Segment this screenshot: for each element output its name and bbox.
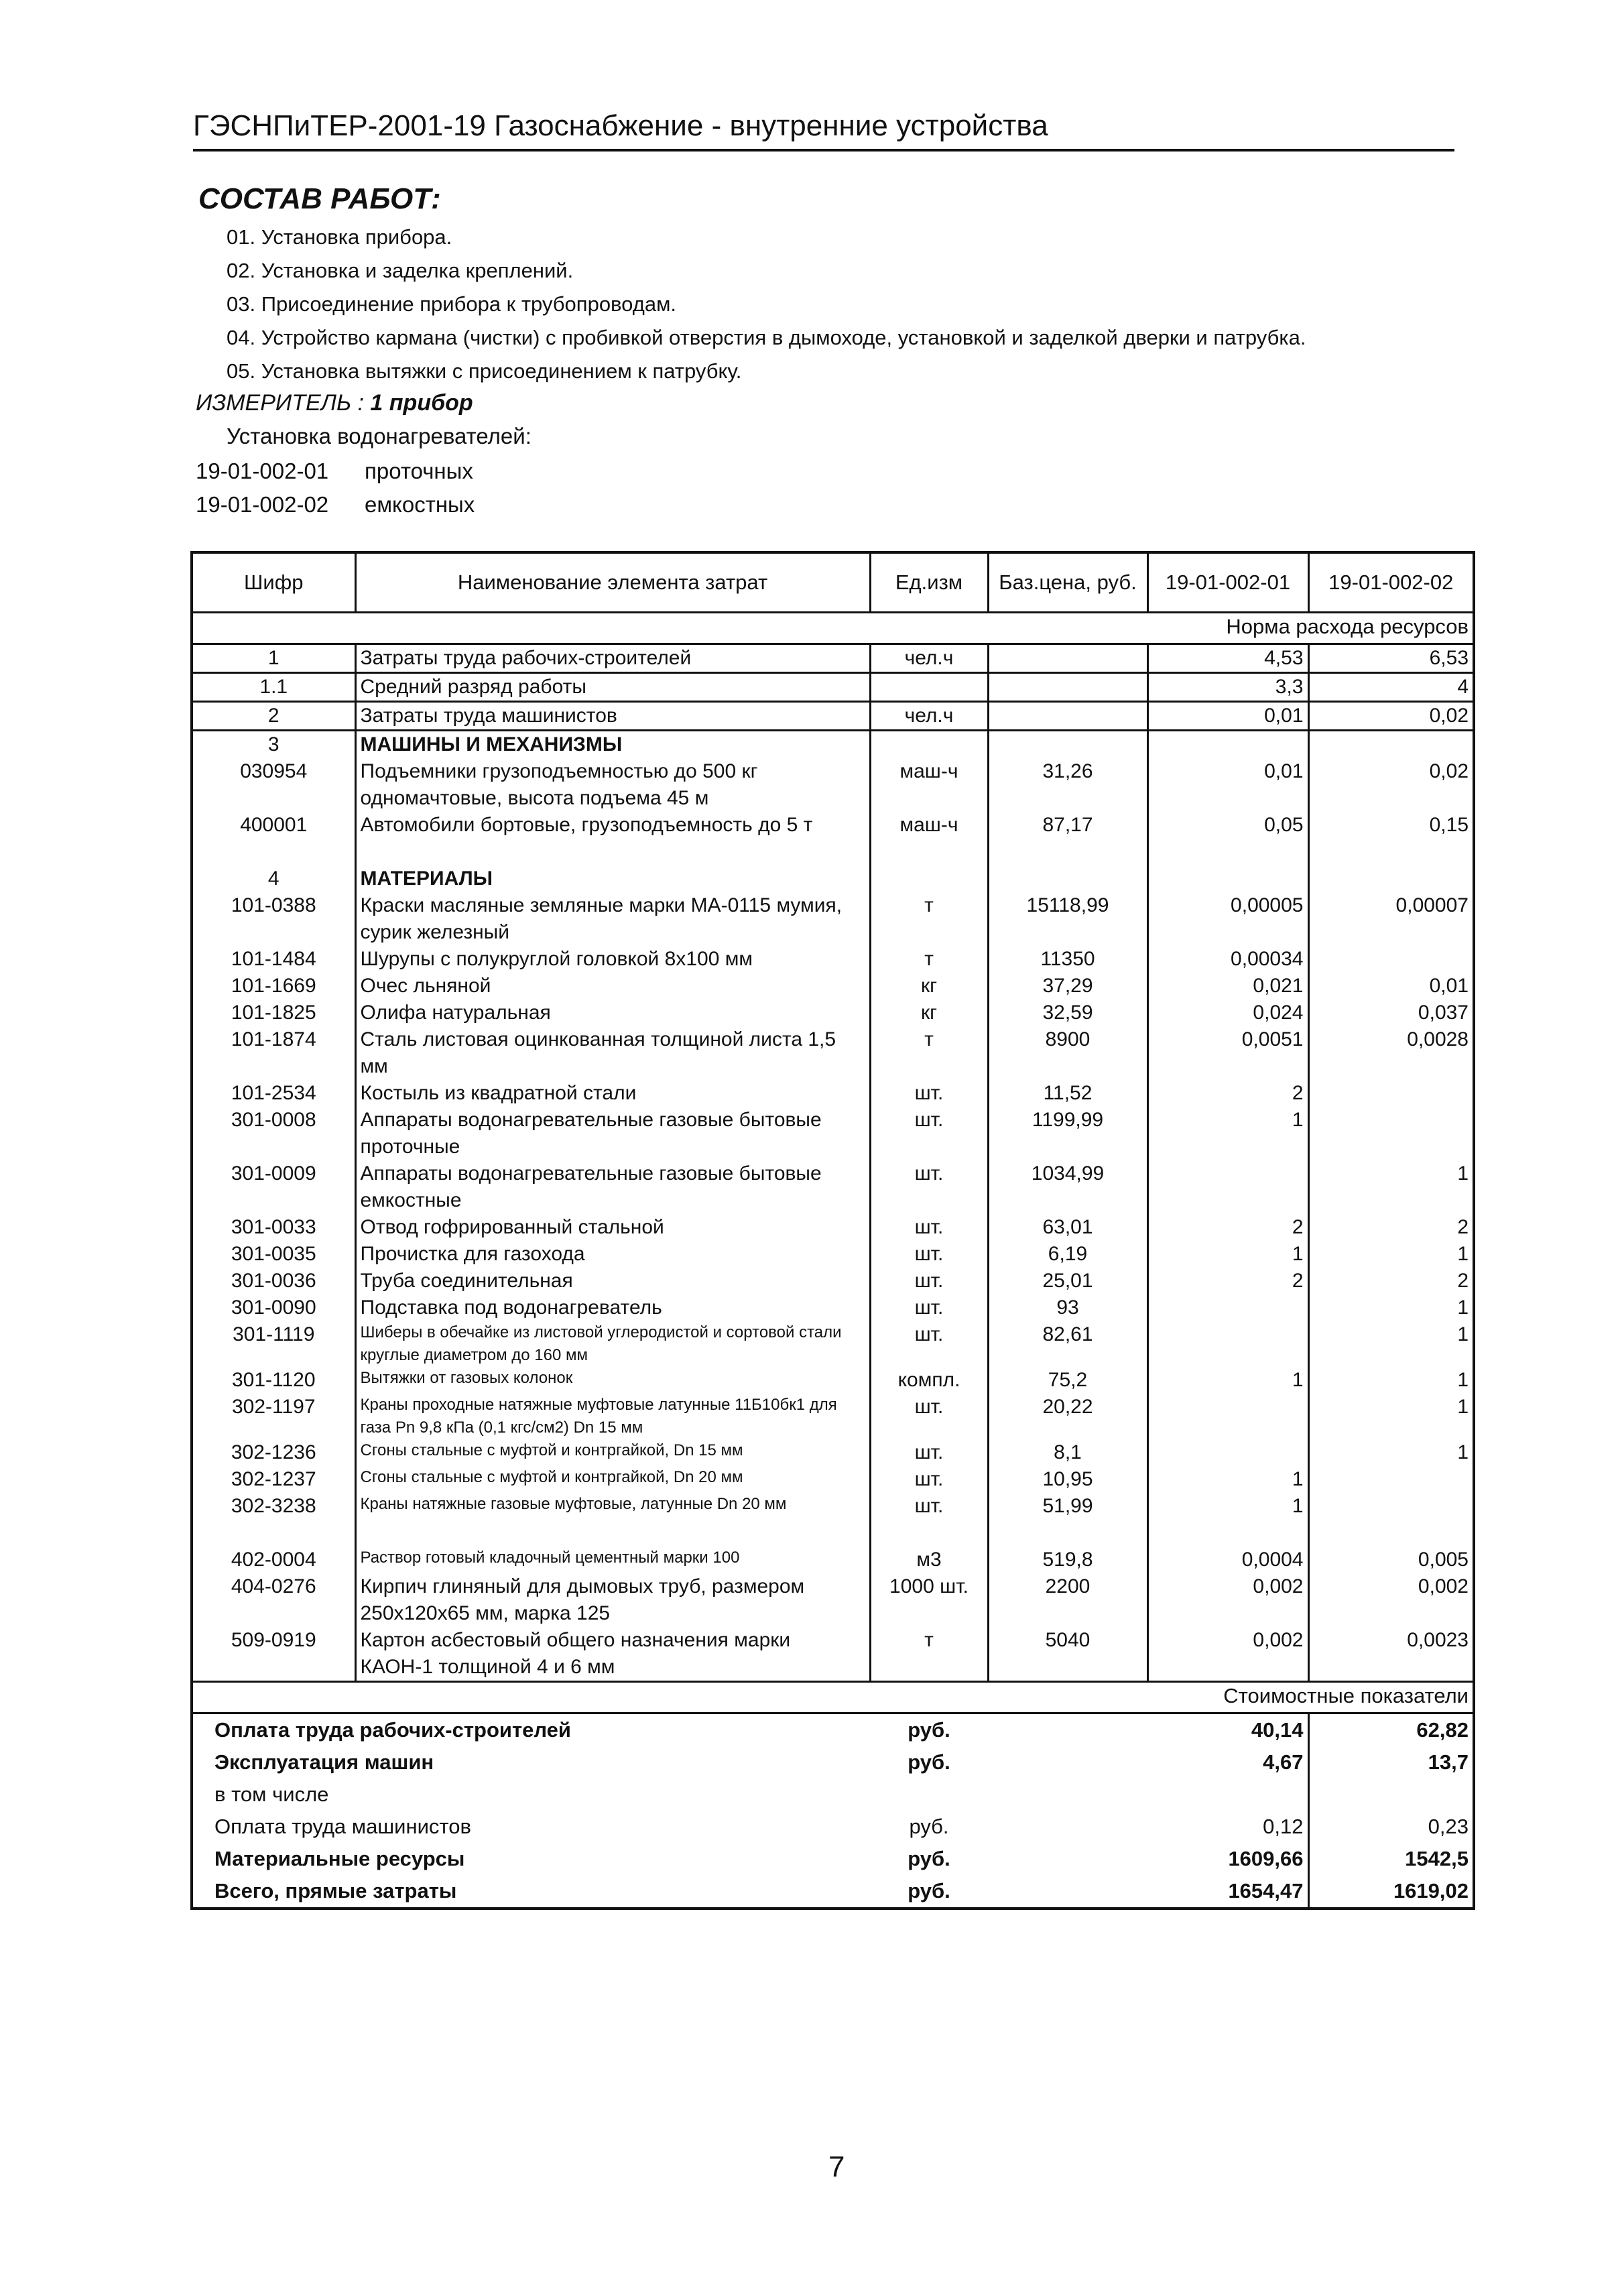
row-code: 4	[192, 865, 355, 892]
row-value-variant-1: 0,021	[1147, 973, 1308, 1000]
spacer-cell	[355, 839, 870, 865]
table-row	[192, 1000, 1474, 1026]
spacer-cell	[1308, 839, 1474, 865]
row-name: МАШИНЫ И МЕХАНИЗМЫ	[355, 731, 870, 759]
total-price	[988, 1875, 1147, 1909]
row-unit: шт.	[870, 1160, 988, 1214]
spacer-cell	[1308, 1520, 1474, 1547]
total-name: Оплата труда машинистов	[214, 1815, 471, 1838]
row-unit: шт.	[870, 1268, 988, 1294]
row-price: 63,01	[988, 1214, 1147, 1241]
variant-code: 19-01-002-01	[196, 459, 329, 483]
row-price	[988, 731, 1147, 759]
row-unit: кг	[870, 973, 988, 1000]
row-value-variant-2: 2	[1308, 1268, 1474, 1294]
row-name: Подъемники грузоподъемностью до 500 кг одномачтовые, высота подъема 45 м	[355, 758, 870, 812]
row-value-variant-1	[1147, 1394, 1308, 1439]
row-name: Краны проходные натяжные муфтовые латунные 11Б10бк1 для газа Pn 9,8 кПа (0,1 кгс/см2) Dn 15 мм	[355, 1394, 870, 1439]
table-row	[192, 731, 1474, 759]
table-row	[192, 946, 1474, 973]
row-code: 2	[192, 702, 355, 731]
row-price	[988, 702, 1147, 731]
row-value-variant-2: 0,002	[1308, 1573, 1474, 1627]
costs-band: Стоимостные показатели	[192, 1682, 1474, 1713]
total-unit: руб.	[908, 1847, 950, 1870]
row-price: 82,61	[988, 1321, 1147, 1367]
work-item: 01. Установка прибора.	[227, 225, 452, 249]
row-name: Аппараты водонагревательные газовые бытовые емкостные	[355, 1160, 870, 1214]
row-code: 101-1484	[192, 946, 355, 973]
total-row	[192, 1811, 1474, 1843]
work-item: 03. Присоединение прибора к трубопроводам.	[227, 292, 676, 316]
row-unit: т	[870, 892, 988, 946]
total-price	[988, 1811, 1147, 1843]
row-code: 301-0090	[192, 1294, 355, 1321]
table-row	[192, 1367, 1474, 1394]
total-value-variant-2: 62,82	[1416, 1718, 1469, 1742]
row-price: 1199,99	[988, 1107, 1147, 1160]
row-value-variant-2: 2	[1308, 1214, 1474, 1241]
row-name: МАТЕРИАЛЫ	[355, 865, 870, 892]
total-name: Эксплуатация машин	[214, 1750, 434, 1774]
spacer-cell	[1147, 839, 1308, 865]
table-row	[192, 1321, 1474, 1367]
total-row	[192, 1875, 1474, 1909]
total-unit: руб.	[908, 1879, 950, 1902]
col-header-unit: Ед.изм	[870, 552, 988, 613]
table-row	[192, 973, 1474, 1000]
row-unit: маш-ч	[870, 758, 988, 812]
row-price: 8900	[988, 1026, 1147, 1080]
table-row	[192, 1160, 1474, 1214]
row-unit	[870, 865, 988, 892]
row-price: 5040	[988, 1627, 1147, 1682]
col-header-variant-2: 19-01-002-02	[1308, 552, 1474, 613]
page-number: 7	[828, 2151, 845, 2183]
row-value-variant-2: 0,15	[1308, 812, 1474, 839]
row-value-variant-1: 2	[1147, 1214, 1308, 1241]
row-value-variant-1	[1147, 1160, 1308, 1214]
row-value-variant-1: 1	[1147, 1107, 1308, 1160]
row-price: 10,95	[988, 1466, 1147, 1493]
row-value-variant-2: 0,037	[1308, 1000, 1474, 1026]
row-price: 93	[988, 1294, 1147, 1321]
row-code: 301-1120	[192, 1367, 355, 1394]
row-value-variant-1: 2	[1147, 1268, 1308, 1294]
table-row	[192, 673, 1474, 702]
row-value-variant-2: 1	[1308, 1321, 1474, 1367]
row-unit: 1000 шт.	[870, 1573, 988, 1627]
spacer-row	[192, 1520, 1474, 1547]
row-name: Кирпич глиняный для дымовых труб, размером 250x120x65 мм, марка 125	[355, 1573, 870, 1627]
spacer-cell	[988, 839, 1147, 865]
table-row	[192, 812, 1474, 839]
total-unit: руб.	[908, 1718, 950, 1742]
table-row	[192, 1627, 1474, 1682]
row-value-variant-1: 0,05	[1147, 812, 1308, 839]
row-value-variant-1	[1147, 1294, 1308, 1321]
total-row	[192, 1746, 1474, 1778]
row-value-variant-2: 4	[1308, 673, 1474, 702]
row-code: 301-0035	[192, 1241, 355, 1268]
row-price: 51,99	[988, 1493, 1147, 1520]
spacer-cell	[355, 1520, 870, 1547]
row-value-variant-1: 0,0051	[1147, 1026, 1308, 1080]
row-value-variant-2: 0,02	[1308, 702, 1474, 731]
row-value-variant-1: 0,00034	[1147, 946, 1308, 973]
row-code: 3	[192, 731, 355, 759]
measure-line	[196, 390, 473, 416]
total-name: Всего, прямые затраты	[214, 1879, 457, 1902]
row-unit	[870, 673, 988, 702]
table-row	[192, 1394, 1474, 1439]
variant-name: емкостных	[365, 492, 475, 517]
row-price: 519,8	[988, 1547, 1147, 1573]
row-code: 400001	[192, 812, 355, 839]
row-price: 2200	[988, 1573, 1147, 1627]
total-value-variant-1: 1654,47	[1147, 1875, 1308, 1909]
row-value-variant-1: 1	[1147, 1493, 1308, 1520]
row-unit: шт.	[870, 1294, 988, 1321]
row-name: Очес льняной	[355, 973, 870, 1000]
row-price: 1034,99	[988, 1160, 1147, 1214]
row-value-variant-2	[1308, 865, 1474, 892]
measure-label: ИЗМЕРИТЕЛЬ :	[196, 390, 364, 416]
row-name: Сталь листовая оцинкованная толщиной листа 1,5 мм	[355, 1026, 870, 1080]
row-value-variant-2	[1308, 731, 1474, 759]
row-name: Отвод гофрированный стальной	[355, 1214, 870, 1241]
spacer-cell	[192, 839, 355, 865]
row-name: Шурупы с полукруглой головкой 8x100 мм	[355, 946, 870, 973]
row-name: Вытяжки от газовых колонок	[355, 1367, 870, 1394]
row-value-variant-1: 2	[1147, 1080, 1308, 1107]
table-row	[192, 1107, 1474, 1160]
row-value-variant-2: 0,02	[1308, 758, 1474, 812]
row-value-variant-1: 1	[1147, 1367, 1308, 1394]
work-item: 02. Установка и заделка креплений.	[227, 259, 574, 282]
row-code: 101-1874	[192, 1026, 355, 1080]
table-row	[192, 1080, 1474, 1107]
row-value-variant-1: 0,01	[1147, 758, 1308, 812]
row-value-variant-1	[1147, 1321, 1308, 1367]
row-price: 8,1	[988, 1439, 1147, 1466]
row-unit: шт.	[870, 1394, 988, 1439]
row-name: Затраты труда машинистов	[355, 702, 870, 731]
row-price: 31,26	[988, 758, 1147, 812]
row-value-variant-2	[1308, 1107, 1474, 1160]
total-unit	[870, 1778, 988, 1811]
table-row	[192, 892, 1474, 946]
resources-band: Норма расхода ресурсов	[192, 613, 1474, 644]
row-unit: м3	[870, 1547, 988, 1573]
row-price: 25,01	[988, 1268, 1147, 1294]
row-price: 87,17	[988, 812, 1147, 839]
row-code: 301-0036	[192, 1268, 355, 1294]
spacer-cell	[870, 1520, 988, 1547]
row-value-variant-2: 1	[1308, 1160, 1474, 1214]
row-value-variant-1: 4,53	[1147, 644, 1308, 673]
page-header: ГЭСНПиТЕР-2001-19 Газоснабжение - внутренние устройства	[193, 107, 1454, 152]
row-value-variant-2: 0,01	[1308, 973, 1474, 1000]
table-header-row	[192, 552, 1474, 613]
row-code: 301-0009	[192, 1160, 355, 1214]
row-price: 20,22	[988, 1394, 1147, 1439]
total-name: Материальные ресурсы	[214, 1847, 465, 1870]
table-row	[192, 1439, 1474, 1466]
row-value-variant-2	[1308, 1493, 1474, 1520]
table-row	[192, 702, 1474, 731]
row-code: 1.1	[192, 673, 355, 702]
total-price	[988, 1843, 1147, 1875]
row-value-variant-1	[1147, 1439, 1308, 1466]
row-price	[988, 865, 1147, 892]
row-value-variant-1	[1147, 865, 1308, 892]
measure-value: 1 прибор	[370, 390, 473, 416]
row-unit: компл.	[870, 1367, 988, 1394]
total-value-variant-2	[1308, 1778, 1474, 1811]
row-name: Сгоны стальные с муфтой и контргайкой, Dn 15 мм	[355, 1439, 870, 1466]
row-code: 302-1236	[192, 1439, 355, 1466]
total-price	[988, 1778, 1147, 1811]
row-value-variant-2	[1308, 946, 1474, 973]
row-unit: т	[870, 946, 988, 973]
total-value-variant-1	[1147, 1778, 1308, 1811]
total-unit: руб.	[908, 1750, 950, 1774]
table-row	[192, 1241, 1474, 1268]
row-value-variant-2: 1	[1308, 1367, 1474, 1394]
row-price	[988, 673, 1147, 702]
row-code: 302-3238	[192, 1493, 355, 1520]
row-name: Костыль из квадратной стали	[355, 1080, 870, 1107]
row-value-variant-1: 0,002	[1147, 1573, 1308, 1627]
table-row	[192, 1294, 1474, 1321]
table-row	[192, 1493, 1474, 1520]
row-code: 301-0008	[192, 1107, 355, 1160]
row-name: Краны натяжные газовые муфтовые, латунные Dn 20 мм	[355, 1493, 870, 1520]
row-code: 509-0919	[192, 1627, 355, 1682]
total-value-variant-1: 4,67	[1147, 1746, 1308, 1778]
row-price: 37,29	[988, 973, 1147, 1000]
variant-name: проточных	[365, 459, 473, 483]
col-header-name: Наименование элемента затрат	[355, 552, 870, 613]
resource-table	[190, 551, 1475, 1910]
row-price: 6,19	[988, 1241, 1147, 1268]
total-row	[192, 1843, 1474, 1875]
total-value-variant-2: 13,7	[1428, 1750, 1469, 1774]
total-value-variant-1: 0,12	[1147, 1811, 1308, 1843]
row-price: 75,2	[988, 1367, 1147, 1394]
row-name: Картон асбестовый общего назначения марки КАОН-1 толщиной 4 и 6 мм	[355, 1627, 870, 1682]
row-code: 101-1669	[192, 973, 355, 1000]
row-price: 11350	[988, 946, 1147, 973]
row-value-variant-1: 1	[1147, 1241, 1308, 1268]
row-name: Аппараты водонагревательные газовые бытовые проточные	[355, 1107, 870, 1160]
total-price	[988, 1713, 1147, 1747]
row-unit: шт.	[870, 1107, 988, 1160]
total-value-variant-2: 0,23	[1428, 1815, 1469, 1838]
row-value-variant-1: 0,0004	[1147, 1547, 1308, 1573]
row-name: Средний разряд работы	[355, 673, 870, 702]
row-unit: шт.	[870, 1493, 988, 1520]
row-value-variant-2	[1308, 1080, 1474, 1107]
table-row	[192, 1573, 1474, 1627]
col-header-variant-1: 19-01-002-01	[1147, 552, 1308, 613]
spacer-cell	[192, 1520, 355, 1547]
row-name: Подставка под водонагреватель	[355, 1294, 870, 1321]
table-row	[192, 758, 1474, 812]
row-unit: чел.ч	[870, 644, 988, 673]
spacer-cell	[870, 839, 988, 865]
row-code: 404-0276	[192, 1573, 355, 1627]
table-row	[192, 644, 1474, 673]
row-value-variant-2: 0,005	[1308, 1547, 1474, 1573]
row-unit: шт.	[870, 1321, 988, 1367]
spacer-row	[192, 839, 1474, 865]
work-item: 05. Установка вытяжки с присоединением к патрубку.	[227, 359, 742, 383]
row-name: Автомобили бортовые, грузоподъемность до 5 т	[355, 812, 870, 839]
row-value-variant-2: 6,53	[1308, 644, 1474, 673]
row-code: 301-1119	[192, 1321, 355, 1367]
row-code: 1	[192, 644, 355, 673]
table-row	[192, 1026, 1474, 1080]
row-unit: шт.	[870, 1241, 988, 1268]
row-price: 15118,99	[988, 892, 1147, 946]
row-price: 11,52	[988, 1080, 1147, 1107]
row-code: 302-1237	[192, 1466, 355, 1493]
spacer-cell	[988, 1520, 1147, 1547]
row-unit	[870, 731, 988, 759]
row-name: Прочистка для газохода	[355, 1241, 870, 1268]
col-header-price: Баз.цена, руб.	[988, 552, 1147, 613]
row-code: 101-1825	[192, 1000, 355, 1026]
row-price: 32,59	[988, 1000, 1147, 1026]
variant-code: 19-01-002-02	[196, 492, 329, 517]
row-name: Олифа натуральная	[355, 1000, 870, 1026]
work-item: 04. Устройство кармана (чистки) с пробивкой отверстия в дымоходе, установкой и заделкой дверки и патрубка.	[227, 326, 1306, 349]
row-value-variant-1: 0,00005	[1147, 892, 1308, 946]
row-value-variant-1: 3,3	[1147, 673, 1308, 702]
row-code: 101-0388	[192, 892, 355, 946]
row-name: Труба соединительная	[355, 1268, 870, 1294]
table-row	[192, 1547, 1474, 1573]
row-unit: шт.	[870, 1466, 988, 1493]
row-value-variant-2: 1	[1308, 1394, 1474, 1439]
row-value-variant-1	[1147, 731, 1308, 759]
total-price	[988, 1746, 1147, 1778]
row-value-variant-2: 0,00007	[1308, 892, 1474, 946]
row-unit: маш-ч	[870, 812, 988, 839]
row-name: Сгоны стальные с муфтой и контргайкой, Dn 20 мм	[355, 1466, 870, 1493]
row-value-variant-1: 0,002	[1147, 1627, 1308, 1682]
table-row	[192, 1466, 1474, 1493]
total-value-variant-2: 1619,02	[1393, 1879, 1469, 1902]
row-value-variant-2	[1308, 1466, 1474, 1493]
row-unit: шт.	[870, 1214, 988, 1241]
resources-band-row	[192, 613, 1474, 644]
row-unit: кг	[870, 1000, 988, 1026]
row-code: 101-2534	[192, 1080, 355, 1107]
row-value-variant-1: 0,024	[1147, 1000, 1308, 1026]
costs-band-row	[192, 1682, 1474, 1713]
total-name: в том числе	[214, 1783, 329, 1806]
row-value-variant-2: 1	[1308, 1294, 1474, 1321]
row-code: 402-0004	[192, 1547, 355, 1573]
row-value-variant-2: 0,0023	[1308, 1627, 1474, 1682]
total-unit: руб.	[909, 1815, 949, 1838]
row-value-variant-2: 1	[1308, 1241, 1474, 1268]
total-row	[192, 1713, 1474, 1747]
row-code: 030954	[192, 758, 355, 812]
table-row	[192, 1214, 1474, 1241]
row-name: Краски масляные земляные марки МА-0115 мумия, сурик железный	[355, 892, 870, 946]
row-value-variant-2: 1	[1308, 1439, 1474, 1466]
row-price	[988, 644, 1147, 673]
resource-table-body	[192, 552, 1474, 1909]
row-name: Затраты труда рабочих-строителей	[355, 644, 870, 673]
row-name: Шиберы в обечайке из листовой углеродистой и сортовой стали круглые диаметром до 160 мм	[355, 1321, 870, 1367]
row-unit: шт.	[870, 1080, 988, 1107]
col-header-code: Шифр	[192, 552, 355, 613]
table-row	[192, 865, 1474, 892]
section-title: СОСТАВ РАБОТ:	[198, 182, 441, 215]
row-unit: т	[870, 1627, 988, 1682]
row-value-variant-2: 0,0028	[1308, 1026, 1474, 1080]
row-code: 301-0033	[192, 1214, 355, 1241]
table-row	[192, 1268, 1474, 1294]
total-value-variant-1: 40,14	[1147, 1713, 1308, 1747]
total-value-variant-2: 1542,5	[1405, 1847, 1469, 1870]
row-value-variant-1: 1	[1147, 1466, 1308, 1493]
row-code: 302-1197	[192, 1394, 355, 1439]
total-value-variant-1: 1609,66	[1147, 1843, 1308, 1875]
row-value-variant-1: 0,01	[1147, 702, 1308, 731]
row-name: Раствор готовый кладочный цементный марки 100	[355, 1547, 870, 1573]
spacer-cell	[1147, 1520, 1308, 1547]
row-unit: шт.	[870, 1439, 988, 1466]
row-unit: т	[870, 1026, 988, 1080]
total-row	[192, 1778, 1474, 1811]
subheading: Установка водонагревателей:	[227, 424, 532, 448]
row-unit: чел.ч	[870, 702, 988, 731]
total-name: Оплата труда рабочих-строителей	[214, 1718, 571, 1742]
